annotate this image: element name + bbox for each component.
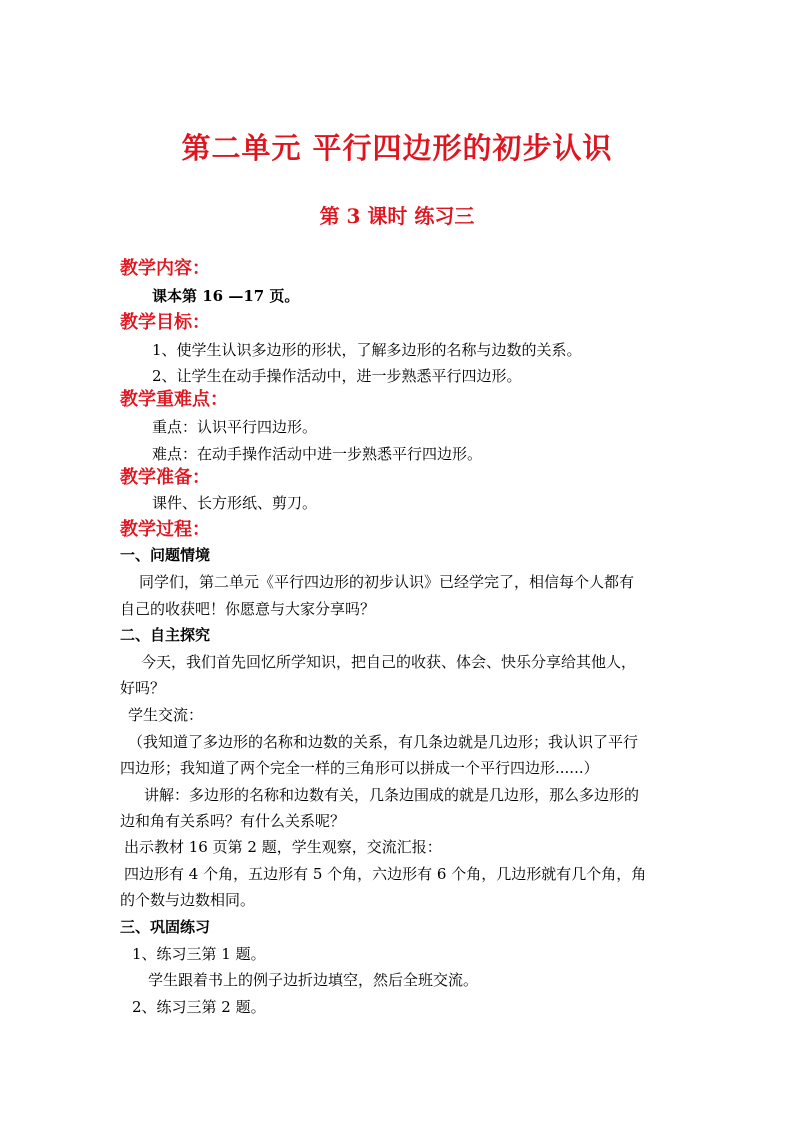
keypoint-text: 重点：认识平行四边形。 (152, 418, 318, 436)
section-1-heading: 一、问题情境 (120, 546, 211, 564)
prep-heading: 教学准备： (120, 467, 210, 488)
exercise-2: 2、练习三第 2 题。 (132, 998, 266, 1016)
goal-2: 2、让学生在动手操作活动中，进一步熟悉平行四边形。 (152, 367, 522, 385)
paragraph-4-line-2: 四边形；我知道了两个完全一样的三角形可以拼成一个平行四边形......） (120, 759, 599, 777)
paragraph-4-line-1: （我知道了多边形的名称和边数的关系，有几条边就是几边形；我认识了平行 (128, 733, 639, 751)
keypoints-heading: 教学重难点： (120, 389, 228, 410)
paragraph-7-line-2: 的个数与边数相同。 (120, 891, 256, 909)
process-heading: 教学过程： (120, 519, 210, 540)
paragraph-1-line-2: 自己的收获吧！你愿意与大家分享吗？ (120, 600, 376, 618)
paragraph-5-line-2: 边和角有关系吗？有什么关系呢？ (120, 812, 346, 830)
lesson-subtitle: 第 3 课时 练习三 (319, 204, 475, 228)
difficulty-text: 难点：在动手操作活动中进一步熟悉平行四边形。 (152, 445, 483, 463)
exercise-1-description: 学生跟着书上的例子边折边填空，然后全班交流。 (148, 971, 479, 989)
section-2-heading: 二、自主探究 (120, 626, 211, 644)
prep-text: 课件、长方形纸、剪刀。 (152, 494, 318, 512)
paragraph-3: 学生交流： (128, 706, 204, 724)
section-3-heading: 三、巩固练习 (120, 918, 211, 936)
paragraph-6: 出示教材 16 页第 2 题，学生观察，交流汇报： (124, 838, 442, 856)
goal-1: 1、使学生认识多边形的形状，了解多边形的名称与边数的关系。 (152, 341, 582, 359)
paragraph-5-line-1: 讲解：多边形的名称和边数有关，几条边围成的就是几边形，那么多边形的 (144, 786, 640, 804)
paragraph-2-line-2: 好吗？ (120, 679, 166, 697)
content-heading: 教学内容： (120, 258, 210, 279)
paragraph-2-line-1: 今天，我们首先回忆所学知识，把自己的收获、体会、快乐分享给其他人， (141, 653, 637, 671)
paragraph-7-line-1: 四边形有 4 个角，五边形有 5 个角，六边形有 6 个角，几边形就有几个角，角 (124, 865, 647, 883)
content-text: 课本第 16 —17 页。 (152, 287, 300, 305)
page-title: 第二单元 平行四边形的初步认识 (181, 131, 613, 165)
exercise-1: 1、练习三第 1 题。 (132, 945, 266, 963)
goals-heading: 教学目标： (120, 312, 210, 333)
paragraph-1-line-1: 同学们，第二单元《平行四边形的初步认识》已经学完了，相信每个人都有 (139, 573, 635, 591)
